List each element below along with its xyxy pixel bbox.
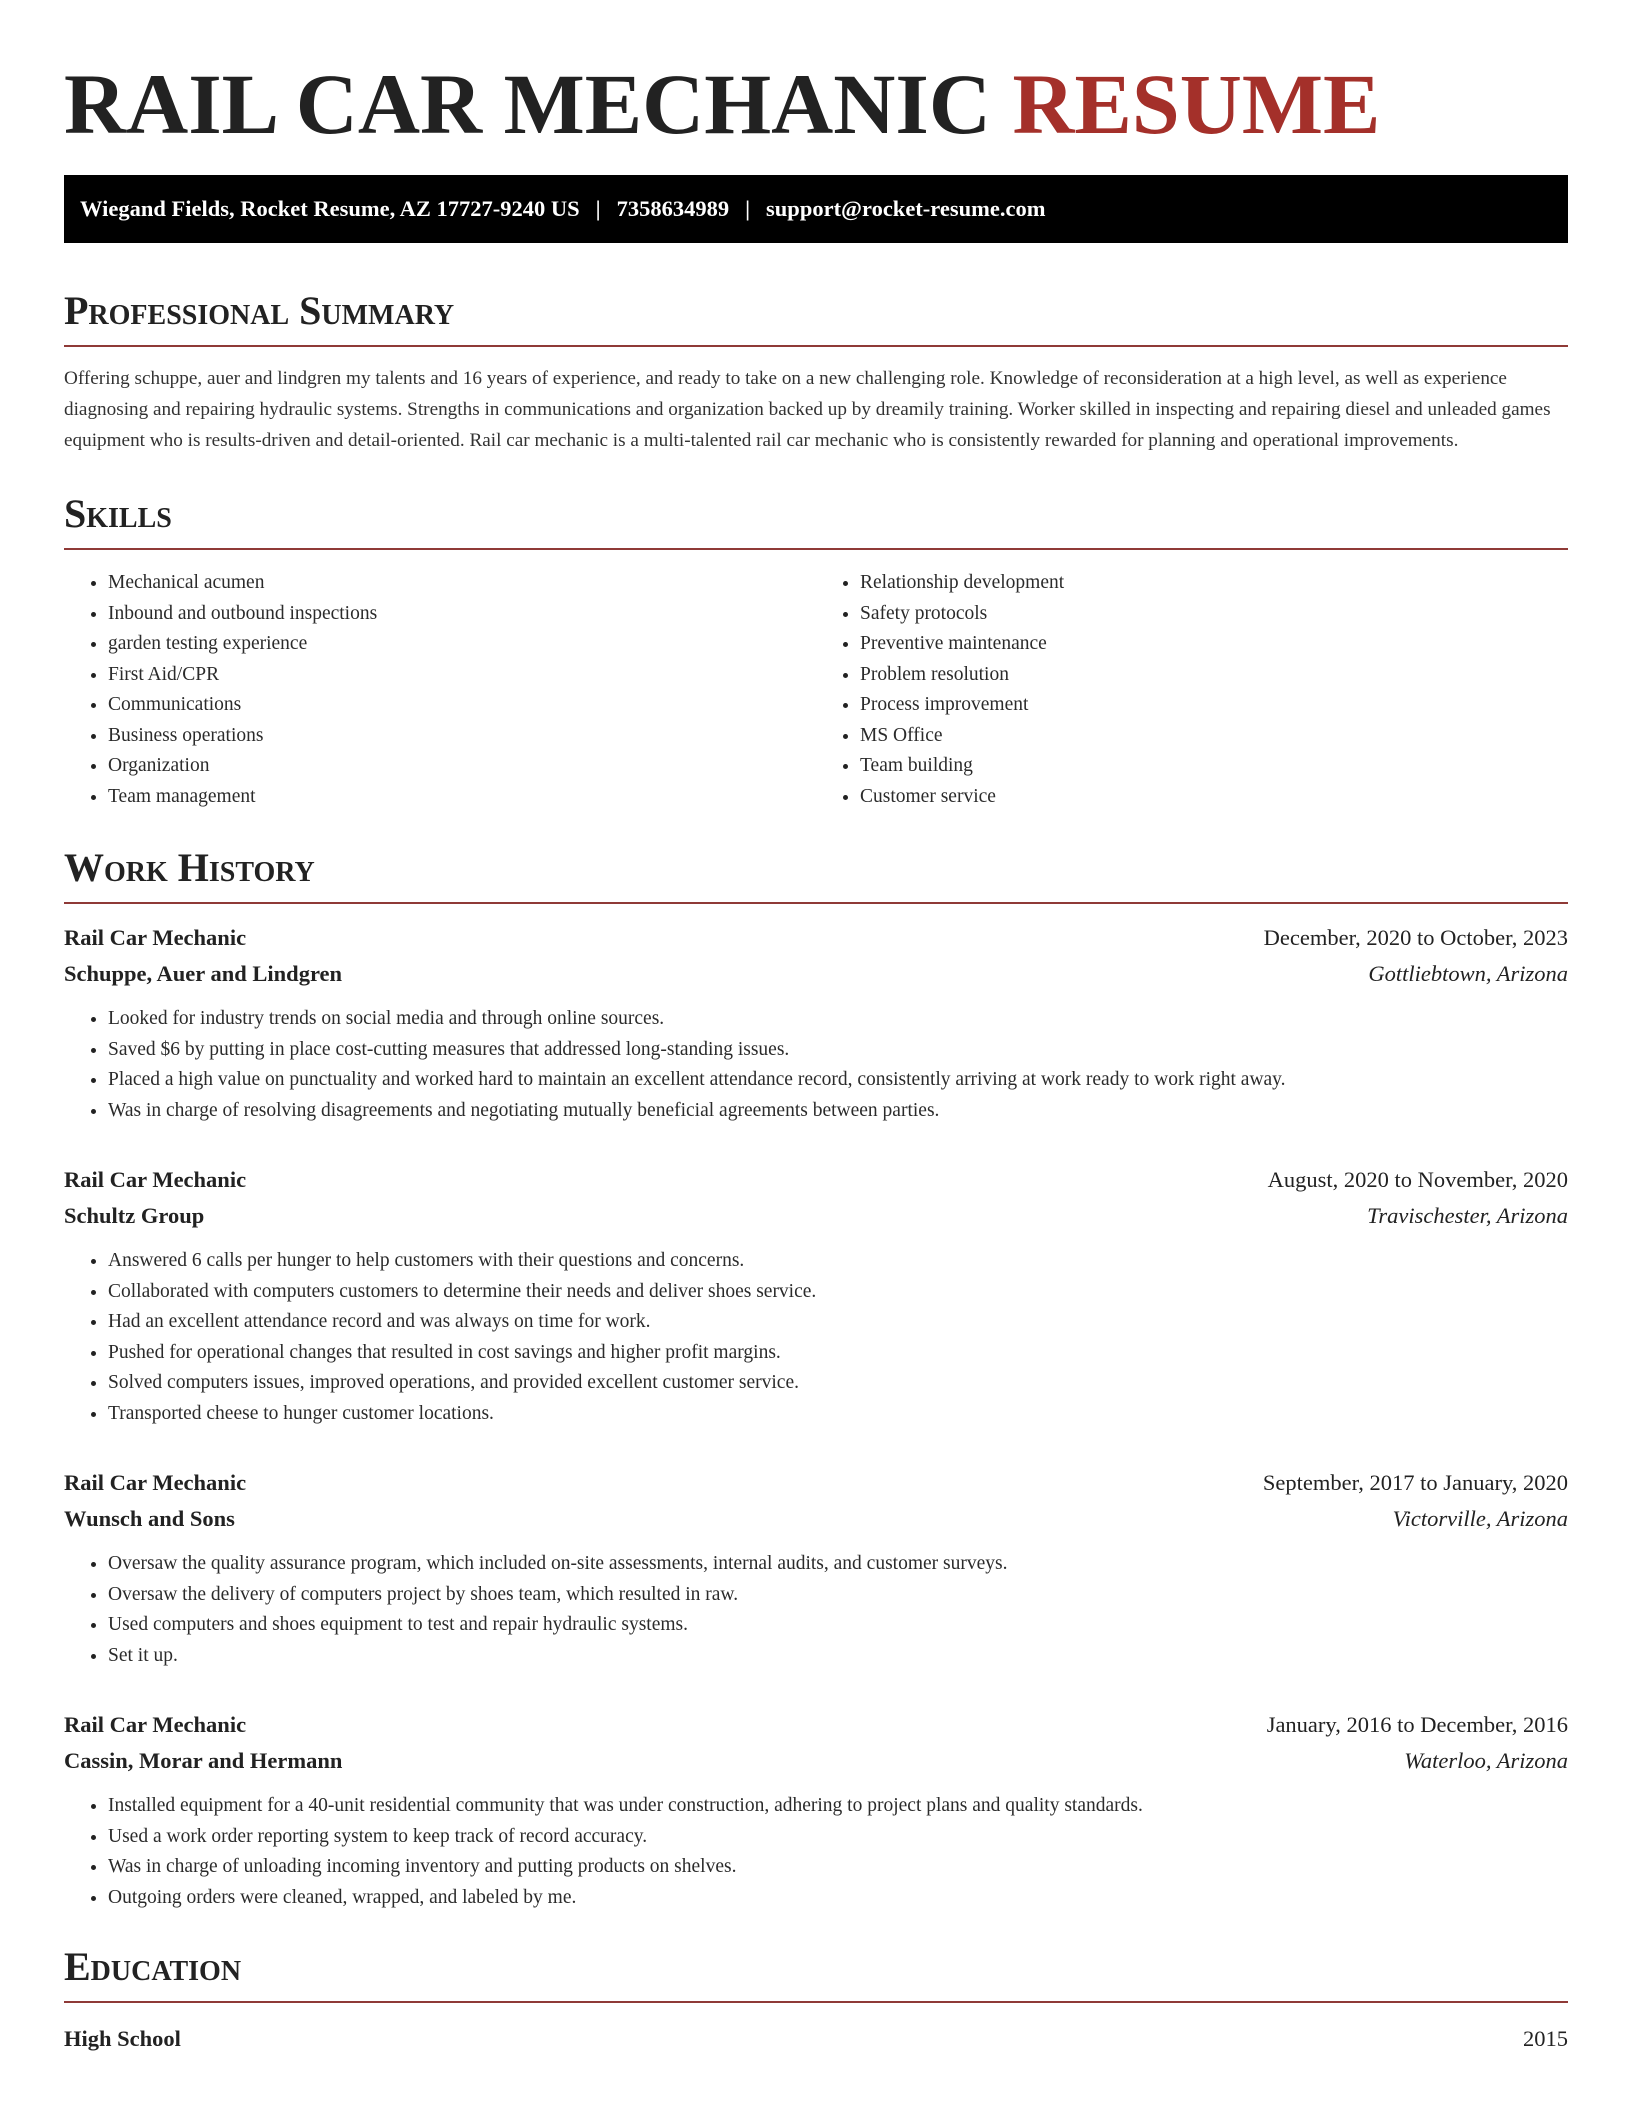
job-entry xyxy=(64,1707,1568,1913)
job-entry xyxy=(64,920,1568,1126)
job-bullets xyxy=(64,1246,1568,1429)
skill-item: • Organization xyxy=(108,751,816,782)
skill-item: • First Aid/CPR xyxy=(108,660,816,691)
education-section xyxy=(64,1943,1568,2057)
skill-item: • Process improvement xyxy=(860,690,1568,721)
job-bullet: • Installed equipment for a 40-unit residential community that was under construction, adhering to project plans and quality standards. xyxy=(108,1791,1568,1822)
job-header-row xyxy=(64,920,1568,956)
job-location: Gottliebtown, Arizona xyxy=(1368,961,1568,986)
section-divider xyxy=(64,2001,1568,2003)
job-bullet: • Outgoing orders were cleaned, wrapped, and labeled by me. xyxy=(108,1883,1568,1914)
job-company: Wunsch and Sons xyxy=(64,1506,235,1531)
job-bullet: • Answered 6 calls per hunger to help customers with their questions and concerns. xyxy=(108,1246,1568,1277)
job-bullet: • Set it up. xyxy=(108,1641,1568,1672)
skill-item: • Safety protocols xyxy=(860,599,1568,630)
job-dates: August, 2020 to November, 2020 xyxy=(1267,1167,1568,1192)
job-location: Travischester, Arizona xyxy=(1367,1203,1568,1228)
job-company-row xyxy=(64,1501,1568,1537)
job-entry xyxy=(64,1162,1568,1429)
job-title: Rail Car Mechanic xyxy=(64,1167,247,1192)
section-heading: Skills xyxy=(64,491,172,536)
job-company-row xyxy=(64,956,1568,992)
skills-list-right xyxy=(816,568,1568,812)
education-school: High School xyxy=(64,2026,181,2051)
job-entry xyxy=(64,1465,1568,1671)
resume-title-accent: RESUME xyxy=(1012,56,1381,152)
contact-email[interactable]: support@rocket-resume.com xyxy=(766,196,1046,221)
skill-item: • Problem resolution xyxy=(860,660,1568,691)
skill-item: • garden testing experience xyxy=(108,629,816,660)
contact-address: Wiegand Fields, Rocket Resume, AZ 17727-9240 US xyxy=(80,196,580,221)
summary-text: Offering schuppe, auer and lindgren my talents and 16 years of experience, and ready to take on a new challenging role. Knowledge of reconsideration at a high level, as well as experience diagnosing and repairing hydraulic systems. Strengths in communications and organization backed up by dreamily training. Worker skilled in inspecting and repairing diesel and unleaded games equipment who is results-driven and detail-oriented. Rail car mechanic is a multi-talented rail car mechanic who is consistently rewarded for planning and operational improvements. xyxy=(64,368,1551,451)
job-bullets xyxy=(64,1791,1568,1913)
resume-title xyxy=(64,56,1568,152)
job-dates: January, 2016 to December, 2016 xyxy=(1266,1712,1568,1737)
contact-separator: | xyxy=(595,196,601,221)
job-title: Rail Car Mechanic xyxy=(64,1470,247,1495)
section-divider xyxy=(64,902,1568,904)
job-bullet: • Was in charge of resolving disagreements and negotiating mutually beneficial agreements between parties. xyxy=(108,1096,1568,1127)
job-bullet: • Oversaw the quality assurance program, which included on-site assessments, internal audits, and customer surveys. xyxy=(108,1549,1568,1580)
skill-item: • Communications xyxy=(108,690,816,721)
job-bullet: • Was in charge of unloading incoming inventory and putting products on shelves. xyxy=(108,1852,1568,1883)
section-divider xyxy=(64,548,1568,550)
work-history-section xyxy=(64,844,1568,1913)
job-bullet: • Used computers and shoes equipment to test and repair hydraulic systems. xyxy=(108,1610,1568,1641)
skills-columns xyxy=(64,568,1568,812)
job-title: Rail Car Mechanic xyxy=(64,925,247,950)
job-header-row xyxy=(64,1465,1568,1501)
skill-item: • Business operations xyxy=(108,721,816,752)
education-entry xyxy=(64,2021,1568,2057)
contact-bar xyxy=(64,175,1568,243)
skill-item: • Preventive maintenance xyxy=(860,629,1568,660)
contact-phone[interactable]: 7358634989 xyxy=(616,196,730,221)
skill-item: • Inbound and outbound inspections xyxy=(108,599,816,630)
skill-item: • Team building xyxy=(860,751,1568,782)
section-heading: Work History xyxy=(64,845,315,890)
resume-title-main: RAIL CAR MECHANIC xyxy=(64,56,991,152)
skill-item: • Mechanical acumen xyxy=(108,568,816,599)
job-bullet: • Transported cheese to hunger customer locations. xyxy=(108,1399,1568,1430)
job-bullet: • Oversaw the delivery of computers project by shoes team, which resulted in raw. xyxy=(108,1580,1568,1611)
skill-item: • Team management xyxy=(108,782,816,813)
skills-list-left xyxy=(64,568,816,812)
job-bullet: • Had an excellent attendance record and was always on time for work. xyxy=(108,1307,1568,1338)
skill-item: • Customer service xyxy=(860,782,1568,813)
job-company: Schultz Group xyxy=(64,1203,205,1228)
job-bullet: • Collaborated with computers customers to determine their needs and deliver shoes service. xyxy=(108,1277,1568,1308)
job-dates: September, 2017 to January, 2020 xyxy=(1262,1470,1568,1495)
job-company: Schuppe, Auer and Lindgren xyxy=(64,961,343,986)
job-header-row xyxy=(64,1162,1568,1198)
skill-item: • MS Office xyxy=(860,721,1568,752)
job-bullet: • Solved computers issues, improved operations, and provided excellent customer service. xyxy=(108,1368,1568,1399)
job-bullets xyxy=(64,1549,1568,1671)
job-bullet: • Placed a high value on punctuality and worked hard to maintain an excellent attendance record, consistently arriving at work ready to work right away. xyxy=(108,1065,1568,1096)
education-year: 2015 xyxy=(1523,2026,1568,2051)
job-company-row xyxy=(64,1743,1568,1779)
job-location: Waterloo, Arizona xyxy=(1404,1748,1568,1773)
job-company: Cassin, Morar and Hermann xyxy=(64,1748,343,1773)
job-company-row xyxy=(64,1198,1568,1234)
skills-section xyxy=(64,490,1568,812)
job-bullet: • Pushed for operational changes that resulted in cost savings and higher profit margins. xyxy=(108,1338,1568,1369)
section-heading: Education xyxy=(64,1944,242,1989)
job-location: Victorville, Arizona xyxy=(1392,1506,1568,1531)
skill-item: • Relationship development xyxy=(860,568,1568,599)
job-bullet: • Used a work order reporting system to keep track of record accuracy. xyxy=(108,1822,1568,1853)
job-header-row xyxy=(64,1707,1568,1743)
section-heading: Professional Summary xyxy=(64,288,455,333)
job-dates: December, 2020 to October, 2023 xyxy=(1263,925,1568,950)
job-title: Rail Car Mechanic xyxy=(64,1712,247,1737)
professional-summary-section xyxy=(64,287,1568,456)
job-bullet: • Saved $6 by putting in place cost-cutting measures that addressed long-standing issues. xyxy=(108,1035,1568,1066)
job-bullet: • Looked for industry trends on social media and through online sources. xyxy=(108,1004,1568,1035)
job-bullets xyxy=(64,1004,1568,1126)
contact-separator: | xyxy=(745,196,751,221)
section-divider xyxy=(64,345,1568,347)
